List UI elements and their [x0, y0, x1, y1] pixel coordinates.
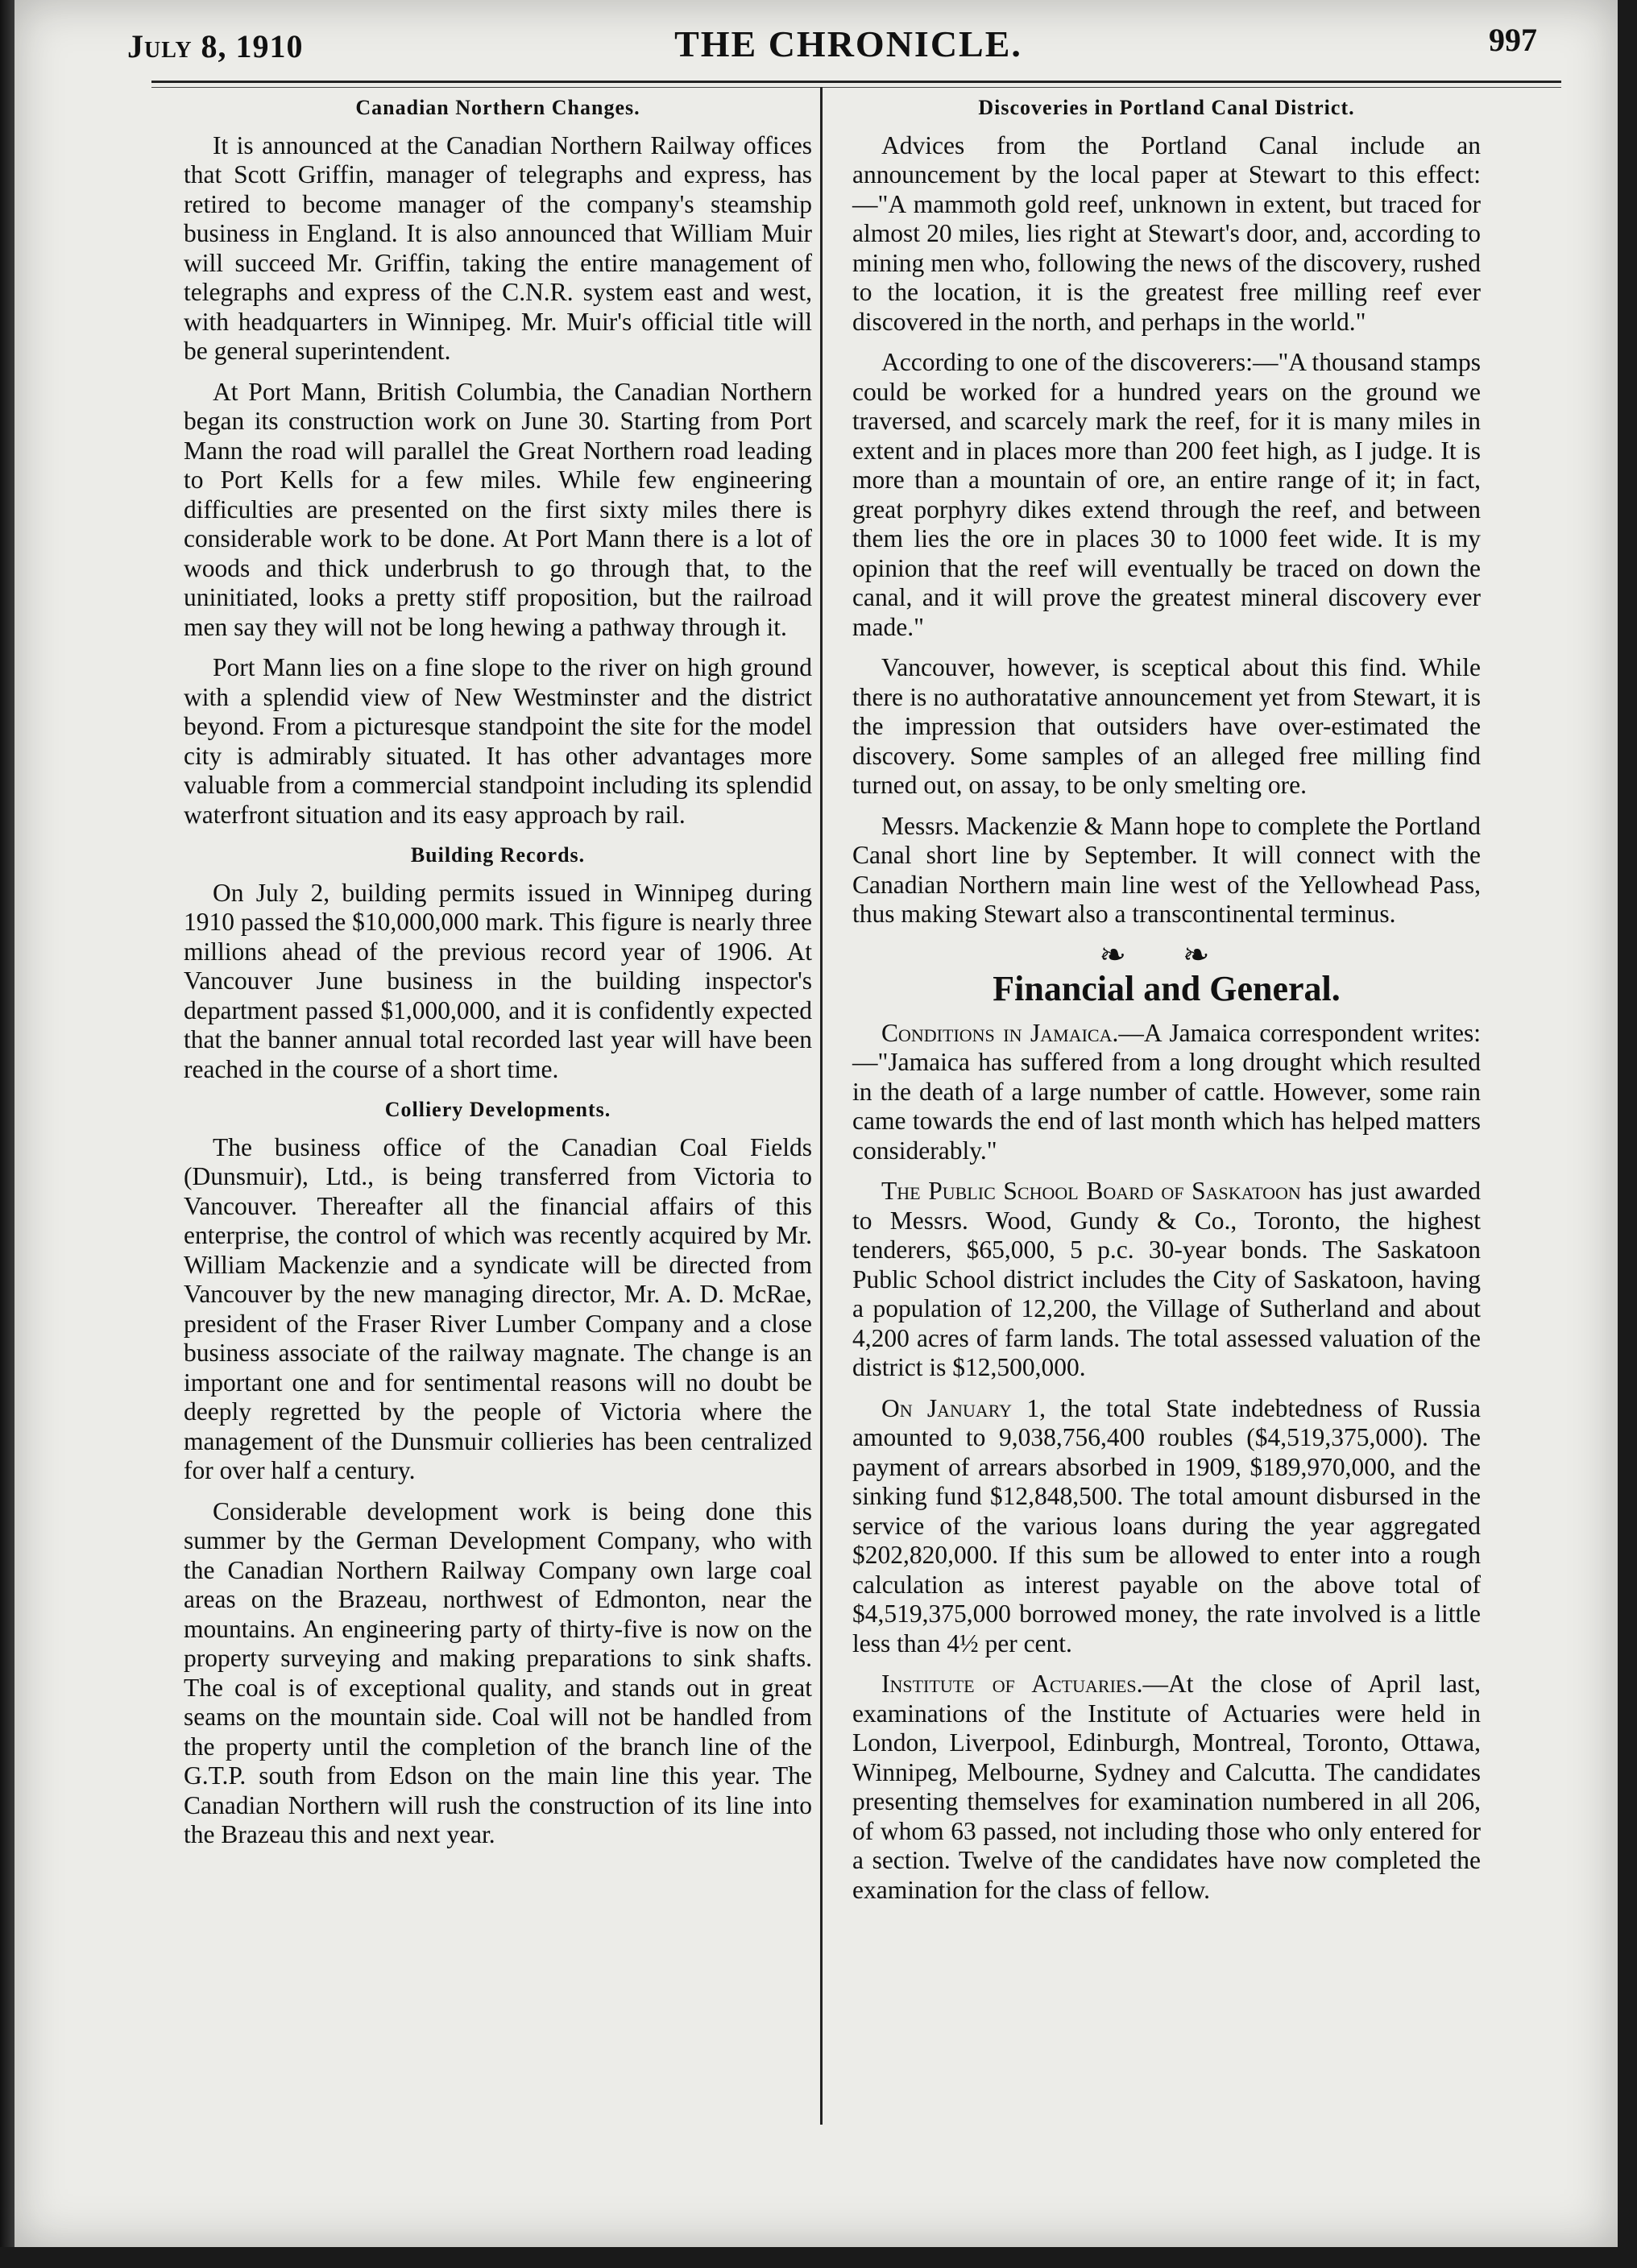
- news-item-russia: [852, 1394, 1481, 1659]
- issue-date: July 8, 1910: [127, 28, 304, 64]
- page-header: [127, 16, 1569, 72]
- news-item-jamaica: [852, 1019, 1481, 1166]
- column-divider: [820, 87, 823, 2125]
- section-ornament: ❧ ❧: [1099, 936, 1234, 973]
- header-rule: [151, 81, 1561, 88]
- article-paragraph: It is announced at the Canadian Northern Railway offices that Scott Griffin, manager of telegraphs and express, has retired to become manager of the company's steamship business in England. It is also announced that William Muir will succeed Mr. Griffin, taking the entire management of telegraphs and express of the C.N.R. system east and west, with headquarters in Winnipeg. Mr. Muir's official title will be general superintendent.: [184, 130, 812, 365]
- item-body: has just awarded to Messrs. Wood, Gundy & Co., Toronto, the highest tenderers, $65,000, 5 p.c. 30-year bonds. The Saskatoon Public School district includes the City of Saskatoon, having a population of 12,200, the Village of Sutherland and about 4,200 acres of farm lands. The total assessed valuation of the district is $12,500,000.: [852, 1177, 1481, 1381]
- article-paragraph: Vancouver, however, is sceptical about this find. While there is no authoratative announcement yet from Stewart, it is the impression that outsiders have over-estimated the discovery. Some samples of an alleged free milling find turned out, on assay, to be only smelting ore.: [852, 653, 1481, 799]
- news-item-actuaries: [852, 1670, 1481, 1905]
- item-body: —A Jamaica correspondent writes:—"Jamaica has suffered from a long drought which resulted in the death of a large number of cattle. However, some rain came towards the end of last month which has helped matters considerably.": [852, 1018, 1481, 1165]
- publication-title: THE CHRONICLE.: [674, 23, 1022, 64]
- article-paragraph: According to one of the discoverers:—"A thousand stamps could be worked for a hundred years on the ground we traversed, and scarcely mark the reef, for it is many miles in extent and in places more than 200 feet high, as I judge. It is more than a mountain of ore, an entire range of it; in fact, great porphyry dikes extend through the reef, and between them lies the ore in places 30 to 1000 feet wide. It is my opinion that the reef will eventually be traced on down the canal, and it will prove the greatest mineral discovery ever made.": [852, 348, 1481, 641]
- heading-canadian-northern-changes: Canadian Northern Changes.: [355, 96, 640, 119]
- page-bottom-edge: [0, 2247, 1637, 2268]
- heading-colliery-developments: Colliery Developments.: [384, 1098, 611, 1121]
- item-lead: Institute of Actuaries.: [881, 1670, 1143, 1698]
- item-lead: Conditions in Jamaica.: [881, 1018, 1119, 1047]
- page-left-edge: [0, 0, 15, 2268]
- heading-financial-and-general: Financial and General.: [993, 969, 1341, 1008]
- article-paragraph: Messrs. Mackenzie & Mann hope to complete the Portland Canal short line by September. It will connect with the Canadian Northern main line west of the Yellowhead Pass, thus making Stewart also a transcontinental terminus.: [852, 811, 1481, 928]
- item-body: —At the close of April last, examinations of the Institute of Actuaries were held in London, Liverpool, Edinburgh, Montreal, Toronto, Ottawa, Winnipeg, Melbourne, Sydney and Calcutta. The candidates presenting themselves for examination numbered in all 206, of whom 63 passed, not including those who only entered for a section. Twelve of the candidates have now completed the examination for the class of fellow.: [852, 1670, 1481, 1904]
- item-lead: On January 1,: [881, 1393, 1046, 1422]
- right-column: [852, 89, 1481, 1916]
- newspaper-page: [15, 0, 1618, 2247]
- page-number: 997: [1489, 22, 1537, 58]
- page-right-edge: [1618, 0, 1637, 2268]
- article-paragraph: Advices from the Portland Canal include an announcement by the local paper at Stewart to this effect:—"A mammoth gold reef, unknown in extent, but traced for almost 20 miles, lies right at Stewart's door, and, according to mining men who, following the news of the discovery, rushed to the location, it is the greatest free milling reef ever discovered in the north, and perhaps in the world.": [852, 130, 1481, 336]
- heading-portland-canal-discoveries: Discoveries in Portland Canal District.: [978, 96, 1355, 119]
- article-paragraph: The business office of the Canadian Coal Fields (Dunsmuir), Ltd., is being transferred from Victoria to Vancouver. Thereafter all the financial affairs of this enterprise, the control of which was recently acquired by Mr. William Mackenzie and a syndicate will be directed from Vancouver by the new managing director, Mr. A. D. McRae, president of the Fraser River Lumber Company and a close business associate of the railway magnate. The change is an important one and for sentimental reasons will no doubt be deeply regretted by the people of Victoria where the management of the Dunsmuir collieries has been centralized for over half a century.: [184, 1132, 812, 1484]
- left-column: [184, 89, 812, 1861]
- article-paragraph: Port Mann lies on a fine slope to the river on high ground with a splendid view of New Westminster and the district beyond. From a picturesque standpoint the site for the model city is admirably situated. It has other advantages more valuable from a commercial standpoint including its splendid waterfront situation and its easy approach by rail.: [184, 653, 812, 829]
- item-body: the total State indebtedness of Russia amounted to 9,038,756,400 roubles ($4,519,375,000). The payment of arrears absorbed in 1909, $189,970,000, and the sinking fund $12,848,500. The total amount disbursed in the service of the various loans during the year aggregated $202,820,000. If this sum be allowed to enter into a rough calculation as interest payable on the above total of $4,519,375,000 borrowed money, the rate involved is a little less than 4½ per cent.: [852, 1393, 1482, 1658]
- news-item-saskatoon: [852, 1177, 1481, 1383]
- heading-building-records: Building Records.: [410, 843, 586, 867]
- article-paragraph: Considerable development work is being done this summer by the German Development Company, who with the Canadian Northern Railway Company own large coal areas on the Brazeau, northwest of Edmonton, near the mountains. An engineering party of thirty-five is now on the property surveying and making preparations to sink shafts. The coal is of exceptional quality, and stands out in great seams on the mountain side. Coal will not be handled from the property until the completion of the branch line of the G.T.P. south from Edson on the main line this year. The Canadian Northern will rush the construction of its line into the Brazeau this and next year.: [184, 1496, 812, 1848]
- article-paragraph: At Port Mann, British Columbia, the Canadian Northern began its construction work on June 30. Starting from Port Mann the road will parallel the Great Northern road leading to Port Kells for a few miles. While few engineering difficulties are presented on the first sixty miles there is considerable work to be done. At Port Mann there is a lot of woods and thick underbrush to go through that, to the uninitiated, looks a pretty stiff proposition, but the railroad men say they will not be long hewing a pathway through it.: [184, 377, 812, 641]
- article-paragraph: On July 2, building permits issued in Winnipeg during 1910 passed the $10,000,000 mark. This figure is nearly three millions ahead of the previous record year of 1906. At Vancouver June business in the building inspector's department passed $1,000,000, and it is confidently expected that the banner annual total recorded last year will have been reached in the course of a short time.: [184, 878, 812, 1083]
- item-lead: The Public School Board of Saskatoon: [881, 1177, 1301, 1205]
